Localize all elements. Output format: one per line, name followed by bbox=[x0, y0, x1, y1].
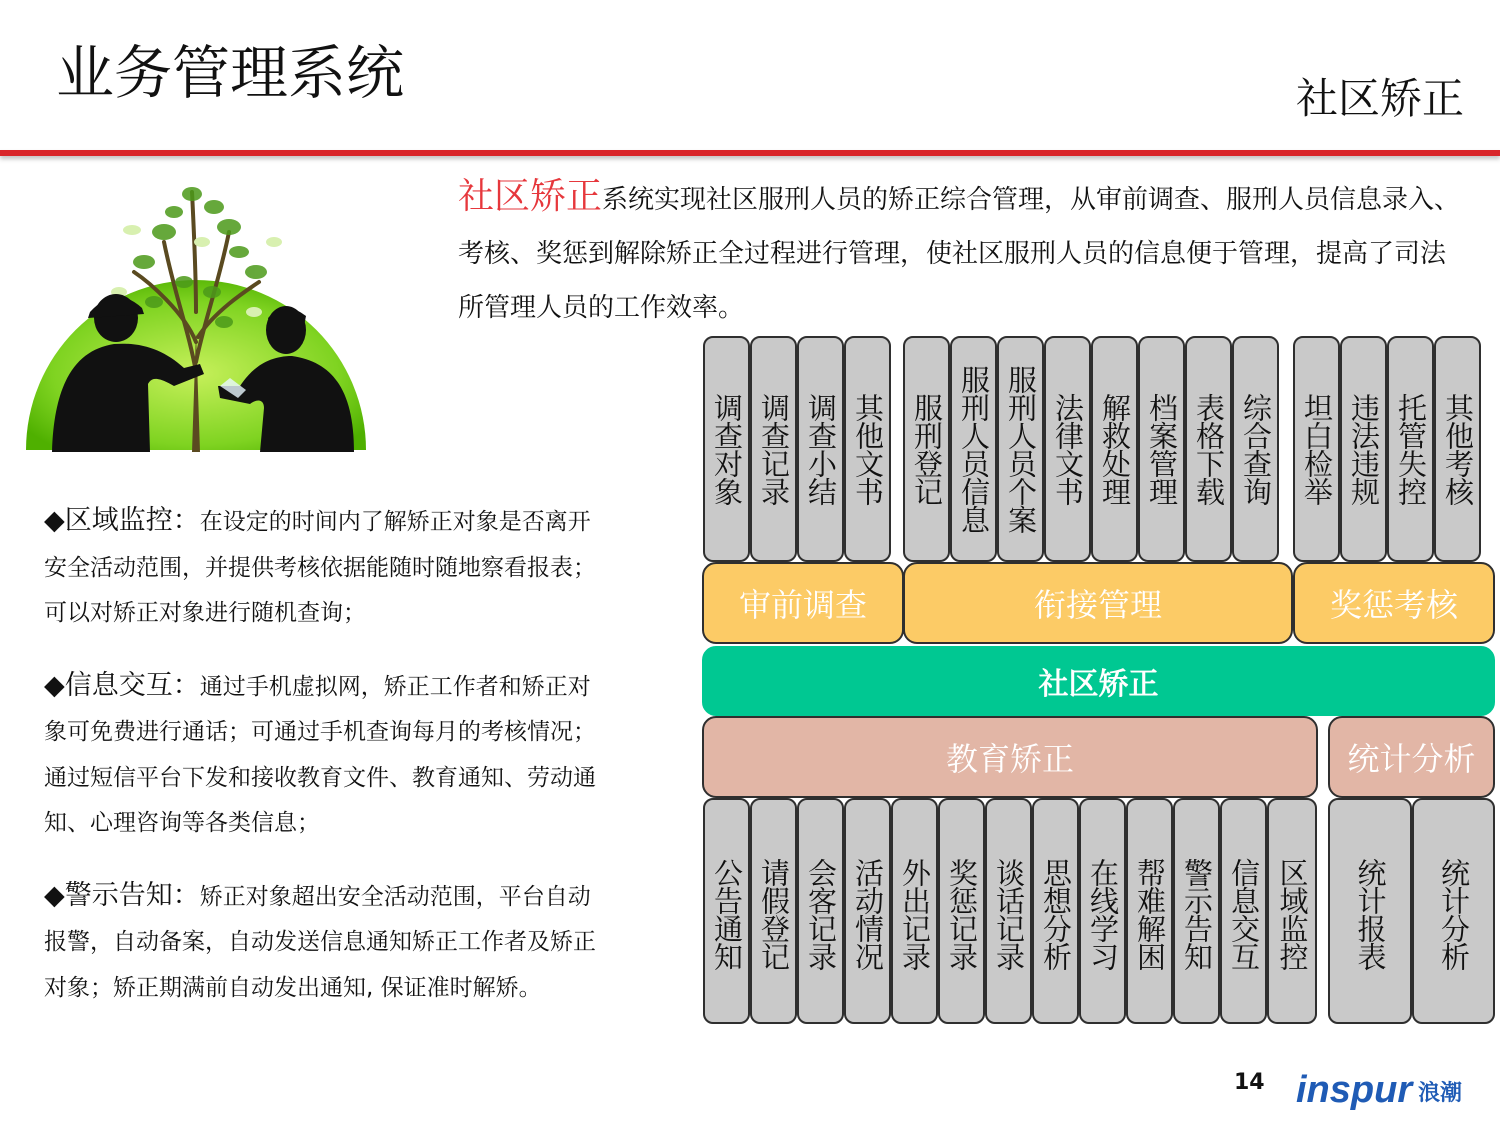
group-band-pretrial-investigation: 审前调查 bbox=[702, 562, 904, 644]
module-cell bbox=[750, 798, 797, 1024]
module-label: 在线学习 bbox=[1086, 858, 1120, 970]
module-label: 综合查询 bbox=[1239, 393, 1273, 505]
inspur-logo bbox=[1296, 1066, 1471, 1114]
module-cell bbox=[750, 336, 797, 562]
module-cell bbox=[844, 798, 891, 1024]
module-label: 帮难解困 bbox=[1133, 858, 1167, 970]
module-cell bbox=[1387, 336, 1434, 562]
group-band-statistics: 统计分析 bbox=[1328, 716, 1495, 798]
architecture-diagram bbox=[700, 336, 1500, 1036]
module-label: 谈话记录 bbox=[992, 858, 1026, 970]
module-cell bbox=[1293, 336, 1340, 562]
page-title: 业务管理系统 bbox=[56, 39, 405, 107]
feature-body: 矫正对象超出安全活动范围，平台自动报警，自动备案，自动发送信息通知矫正工作者及矫正对象；矫正期满前自动发出通知, 保证准时解矫。 bbox=[44, 883, 596, 1001]
module-cell bbox=[797, 336, 844, 562]
module-label: 统计报表 bbox=[1353, 858, 1388, 970]
module-label: 信息交互 bbox=[1227, 858, 1261, 970]
feature-item bbox=[44, 873, 604, 1012]
module-label: 活动情况 bbox=[851, 858, 885, 970]
intro-text: 系统实现社区服刑人员的矫正综合管理，从审前调查、服刑人员信息录入、考核、奖惩到解除矫正全过程进行管理，使社区服刑人员的信息便于管理，提高了司法所管理人员的工作效率。 bbox=[458, 185, 1461, 323]
module-cell bbox=[1328, 798, 1412, 1024]
module-label: 解救处理 bbox=[1098, 393, 1132, 505]
feature-item bbox=[44, 498, 604, 637]
module-cell bbox=[1232, 336, 1279, 562]
module-label: 调查小结 bbox=[804, 393, 838, 505]
module-cell bbox=[950, 336, 997, 562]
module-label: 外出记录 bbox=[898, 858, 932, 970]
module-label: 会客记录 bbox=[804, 858, 838, 970]
module-cell bbox=[985, 798, 1032, 1024]
group-band-reward-assessment: 奖惩考核 bbox=[1293, 562, 1495, 644]
module-cell bbox=[1220, 798, 1267, 1024]
logo-text: inspur bbox=[1296, 1069, 1413, 1111]
module-cell bbox=[797, 798, 844, 1024]
core-band-community-correction: 社区矫正 bbox=[702, 646, 1495, 716]
section-subtitle: 社区矫正 bbox=[1295, 74, 1464, 123]
feature-title: ◆警示告知： bbox=[44, 879, 200, 911]
module-cell bbox=[1173, 798, 1220, 1024]
module-label: 统计分析 bbox=[1437, 858, 1471, 970]
module-cell bbox=[1412, 798, 1495, 1024]
intro-highlight: 社区矫正 bbox=[458, 176, 603, 217]
module-label: 调查记录 bbox=[757, 393, 791, 505]
module-cell bbox=[1091, 336, 1138, 562]
module-label: 违法违规 bbox=[1347, 393, 1381, 505]
module-label: 区域监控 bbox=[1275, 858, 1310, 970]
module-cell bbox=[1434, 336, 1481, 562]
module-cell bbox=[703, 798, 750, 1024]
feature-item bbox=[44, 663, 604, 847]
module-cell bbox=[703, 336, 750, 562]
feature-title: ◆区域监控： bbox=[44, 505, 200, 536]
feature-title: ◆信息交互： bbox=[44, 669, 200, 701]
feature-body: 通过手机虚拟网，矫正工作者和矫正对象可免费进行通话；可通过手机查询每月的考核情况；通过短信平台下发和接收教育文件、教育通知、劳动通知、心理咨询等各类信息； bbox=[44, 673, 596, 836]
module-cell bbox=[1138, 336, 1185, 562]
module-label: 公告通知 bbox=[710, 858, 744, 970]
page-number: 14 bbox=[1234, 1070, 1265, 1095]
intro-paragraph bbox=[458, 170, 1468, 335]
module-cell bbox=[1185, 336, 1232, 562]
group-band-education-correction: 教育矫正 bbox=[702, 716, 1318, 798]
module-label: 思想分析 bbox=[1039, 858, 1073, 970]
header-divider bbox=[0, 150, 1500, 156]
module-label: 服刑人员信息 bbox=[957, 365, 991, 533]
module-label: 服刑登记 bbox=[910, 393, 944, 505]
feature-body: 在设定的时间内了解矫正对象是否离开安全活动范围，并提供考核依据能随时随地察看报表；可以对矫正对象进行随机查询； bbox=[44, 509, 596, 626]
module-label: 服刑人员个案 bbox=[1004, 365, 1038, 533]
module-cell bbox=[1340, 336, 1387, 562]
feature-list bbox=[44, 498, 604, 1037]
module-label: 坦白检举 bbox=[1300, 393, 1334, 505]
module-label: 调查对象 bbox=[710, 393, 744, 505]
module-label: 法律文书 bbox=[1051, 393, 1085, 505]
module-cell bbox=[1044, 336, 1091, 562]
module-cell bbox=[903, 336, 950, 562]
module-label: 表格下载 bbox=[1192, 393, 1226, 505]
module-cell bbox=[938, 798, 985, 1024]
module-cell bbox=[1126, 798, 1173, 1024]
module-cell bbox=[1267, 798, 1317, 1024]
module-cell bbox=[844, 336, 891, 562]
module-cell bbox=[997, 336, 1044, 562]
module-label: 其他文书 bbox=[851, 393, 885, 505]
logo-cn-text: 浪潮 bbox=[1418, 1081, 1463, 1106]
module-label: 其他考核 bbox=[1441, 393, 1475, 505]
module-label: 托管失控 bbox=[1394, 393, 1428, 505]
module-cell bbox=[1032, 798, 1079, 1024]
group-band-handover-management: 衔接管理 bbox=[903, 562, 1293, 644]
module-label: 警示告知 bbox=[1180, 858, 1214, 970]
module-label: 请假登记 bbox=[757, 858, 791, 970]
module-label: 奖惩记录 bbox=[945, 858, 979, 970]
module-cell bbox=[891, 798, 938, 1024]
module-label: 档案管理 bbox=[1145, 393, 1179, 505]
module-cell bbox=[1079, 798, 1126, 1024]
tree-watering-illustration bbox=[24, 172, 368, 452]
